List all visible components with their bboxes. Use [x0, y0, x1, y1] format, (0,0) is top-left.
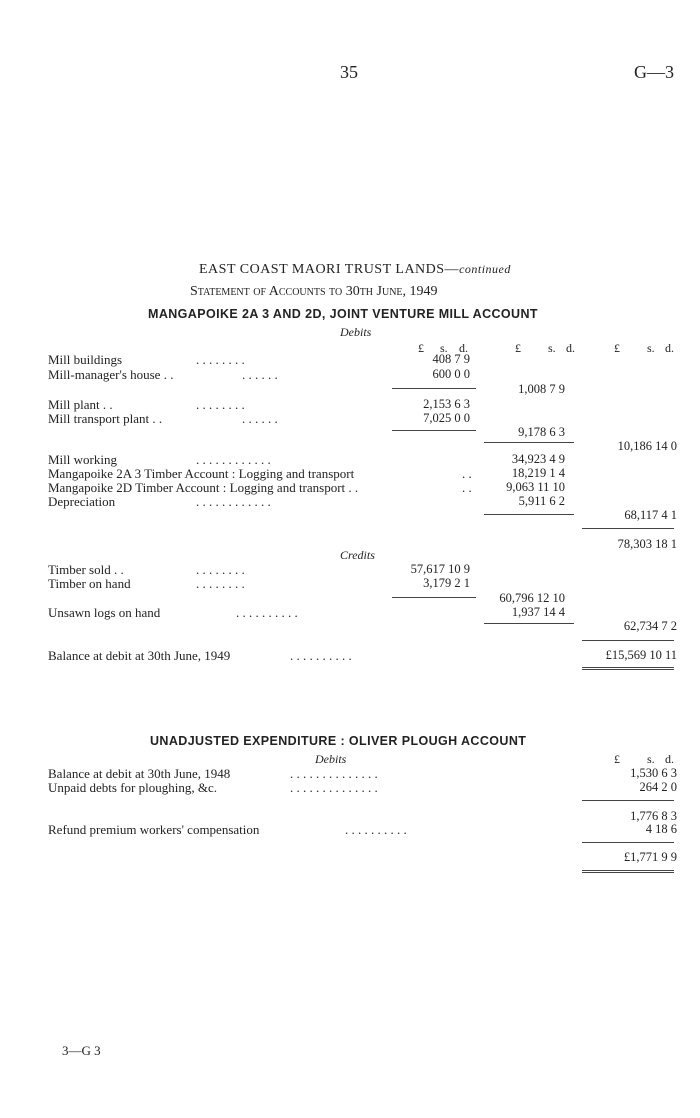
unit-d: d. [665, 752, 674, 766]
row-dots: . . . . . . [242, 411, 278, 426]
row-amount-a: 2,153 6 3 [423, 397, 470, 411]
row-label-mangapoike-2a: Mangapoike 2A 3 Timber Account : Logging and transport [48, 466, 355, 481]
row-label-mill-working: Mill working [48, 452, 117, 467]
row-amount-a: 3,179 2 1 [423, 576, 470, 590]
row-label-mill-transport-plant: Mill transport plant . . [48, 411, 163, 426]
plough-debits-label: Debits [315, 752, 347, 766]
row-label-mill-plant: Mill plant . . [48, 397, 113, 412]
footer-reference: 3—G 3 [62, 1043, 101, 1058]
row-dots: . . [462, 480, 472, 495]
subtotal-rule [484, 514, 574, 515]
unit-d-b: d. [566, 341, 575, 355]
plough-account-title: UNADJUSTED EXPENDITURE : OLIVER PLOUGH ACCOUNT [150, 734, 527, 748]
subtotal-rule [582, 528, 674, 529]
row-dots: . . . . . . [242, 367, 278, 382]
row-dots: . . . . . . . . . . . . [196, 494, 271, 509]
subtotal-rule [484, 442, 574, 443]
row-amount-c: 62,734 7 2 [623, 619, 677, 633]
row-label-timber-on-hand: Timber on hand [48, 576, 131, 591]
row-amount-c: 264 2 0 [639, 780, 677, 794]
row-amount-b: 1,937 14 4 [511, 605, 565, 619]
row-amount-c: 1,776 8 3 [630, 809, 677, 823]
row-amount-b: 34,923 4 9 [511, 452, 565, 466]
unit-pound-b: £ [515, 341, 521, 355]
row-label-balance-1948: Balance at debit at 30th June, 1948 [48, 766, 231, 781]
row-label-depreciation: Depreciation [48, 494, 116, 509]
mill-debits-label: Debits [340, 325, 372, 339]
row-amount-b: 1,008 7 9 [518, 382, 565, 396]
row-dots: . . . . . . . . . . [236, 605, 298, 620]
row-amount-a: 57,617 10 9 [410, 562, 470, 576]
row-dots: . . . . . . . . . . [290, 648, 352, 663]
row-dots: . . . . . . . . [196, 562, 245, 577]
row-dots: . . . . . . . . . . . . [196, 452, 271, 467]
row-amount-c: £15,569 10 11 [605, 648, 677, 662]
subtotal-rule [582, 842, 674, 843]
total-double-rule [582, 667, 674, 670]
row-dots: . . . . . . . . [196, 576, 245, 591]
mill-credits-label: Credits [340, 548, 375, 562]
report-title-continued: continued [459, 262, 511, 276]
row-amount-b: 18,219 1 4 [511, 466, 565, 480]
report-title [199, 262, 511, 278]
row-label-mill-manager-house: Mill-manager's house . . [48, 367, 174, 382]
row-label-unpaid-debts: Unpaid debts for ploughing, &c. [48, 780, 217, 795]
row-amount-c: 68,117 4 1 [624, 508, 677, 522]
row-label-mangapoike-2d: Mangapoike 2D Timber Account : Logging and transport . . [48, 480, 359, 495]
row-amount-c: 10,186 14 0 [617, 439, 677, 453]
row-amount-a: 7,025 0 0 [423, 411, 470, 425]
page-number: 35 [340, 62, 358, 82]
row-amount-a: 408 7 9 [432, 352, 470, 366]
row-dots: . . . . . . . . . . [345, 822, 407, 837]
unit-s-b: s. [548, 341, 556, 355]
row-amount-b: 60,796 12 10 [499, 591, 565, 605]
row-amount-b: 9,178 6 3 [518, 425, 565, 439]
row-label-timber-sold: Timber sold . . [48, 562, 124, 577]
row-dots: . . . . . . . . [196, 397, 245, 412]
row-amount-b: 5,911 6 2 [518, 494, 565, 508]
row-dots: . . . . . . . . . . . . . . [290, 780, 378, 795]
subtotal-rule [582, 640, 674, 641]
row-dots: . . . . . . . . . . . . . . [290, 766, 378, 781]
row-amount-c: 4 18 6 [645, 822, 677, 836]
row-label-unsawn-logs: Unsawn logs on hand [48, 605, 161, 620]
report-title-main: EAST COAST MAORI TRUST LANDS— [199, 262, 460, 277]
subtotal-rule [582, 800, 674, 801]
unit-s-a: s. [440, 341, 448, 355]
statement-subtitle: Statement of Accounts to 30th June, 1949 [190, 284, 438, 299]
unit-pound-a: £ [418, 341, 424, 355]
row-label-balance-1949: Balance at debit at 30th June, 1949 [48, 648, 231, 663]
unit-pound: £ [614, 752, 620, 766]
row-amount-c: 78,303 18 1 [617, 537, 677, 551]
unit-pound-c: £ [614, 341, 620, 355]
row-dots: . . . . . . . . [196, 352, 245, 367]
document-reference: G—3 [634, 62, 674, 82]
unit-d-a: d. [459, 341, 468, 355]
row-label-mill-buildings: Mill buildings [48, 352, 123, 367]
unit-s-c: s. [647, 341, 655, 355]
unit-d-c: d. [665, 341, 674, 355]
row-amount-a: 600 0 0 [432, 367, 470, 381]
subtotal-rule [484, 623, 574, 624]
row-amount-c: 1,530 6 3 [630, 766, 677, 780]
row-dots: . . [462, 466, 472, 481]
row-label-refund-premium: Refund premium workers' compensation [48, 822, 260, 837]
row-amount-b: 9,063 11 10 [506, 480, 565, 494]
unit-s: s. [647, 752, 655, 766]
mill-account-title: MANGAPOIKE 2A 3 AND 2D, JOINT VENTURE MILL ACCOUNT [148, 307, 538, 321]
row-amount-c: £1,771 9 9 [623, 850, 677, 864]
total-double-rule [582, 870, 674, 873]
